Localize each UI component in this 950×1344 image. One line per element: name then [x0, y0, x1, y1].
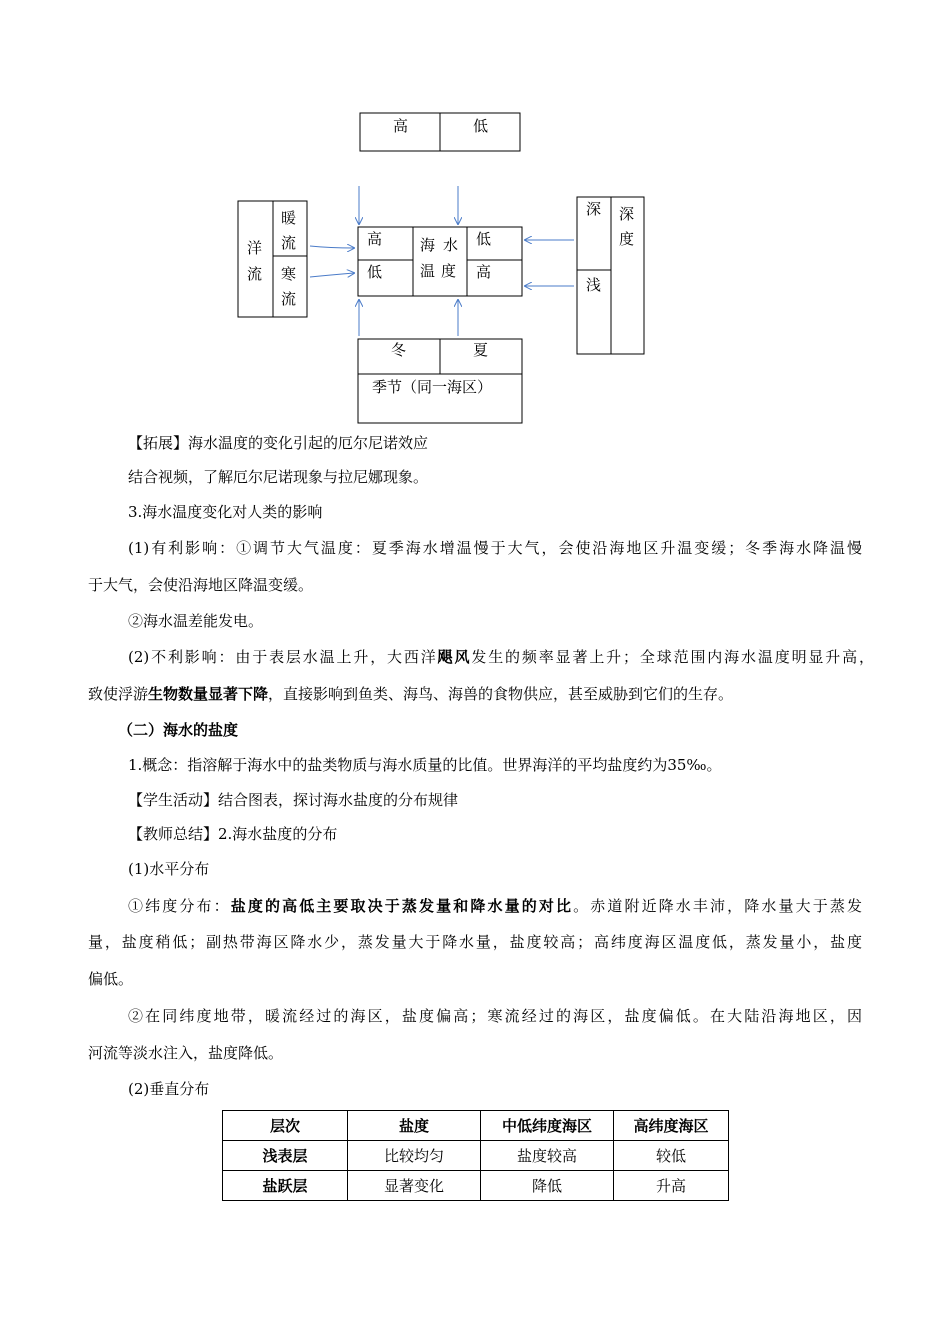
center-right-top: 低 [476, 230, 492, 248]
latitude-text-1: ①纬度分布： [128, 897, 231, 915]
arrow-current-top [310, 246, 354, 248]
adverse-text-3: 致使浮游 [88, 685, 149, 703]
hurricane-bold: 飓风 [437, 648, 472, 666]
arrow-current-bottom [310, 273, 354, 277]
season-winter: 冬 [391, 341, 407, 359]
adverse-line-1 [128, 647, 874, 667]
salinity-vertical-table [222, 1110, 729, 1201]
top-box-right: 低 [473, 117, 489, 135]
table-cell: 盐跃层 [223, 1171, 348, 1201]
top-box-left: 高 [393, 117, 409, 135]
season-summer: 夏 [473, 341, 489, 359]
latitude-line-3: 偏低。 [88, 970, 134, 988]
latitude-line-1 [128, 896, 862, 916]
sea-temperature-diagram [0, 0, 950, 430]
vertical-distribution: (2)垂直分布 [128, 1080, 210, 1098]
adverse-text-1: (2)不利影响：由于表层水温上升，大西洋 [128, 648, 438, 666]
depth-label: 深度 [619, 205, 635, 248]
center-left-bottom: 低 [367, 263, 383, 281]
adverse-text-4: ，直接影响到鱼类、海鸟、海兽的食物供应，甚至威胁到它们的生存。 [268, 685, 734, 703]
beneficial-line-1: (1)有利影响：①调节大气温度：夏季海水增温慢于大气，会使沿海地区升温变缓；冬季海水降温慢 [128, 539, 862, 557]
table-header: 盐度 [348, 1111, 481, 1141]
latitude-text-2: 。赤道附近降水丰沛，降水量大于蒸发 [573, 897, 862, 915]
table-cell: 比较均匀 [348, 1141, 481, 1171]
horizontal-distribution: (1)水平分布 [128, 860, 210, 878]
table-cell: 浅表层 [223, 1141, 348, 1171]
center-label: 海水温度 [420, 236, 464, 280]
expansion-heading: 【拓展】海水温度的变化引起的厄尔尼诺效应 [128, 434, 429, 452]
salinity-section-heading: （二）海水的盐度 [118, 721, 239, 739]
table-cell: 升高 [614, 1171, 729, 1201]
table-cell: 较低 [614, 1141, 729, 1171]
warm-current-label: 暖流 [281, 209, 297, 252]
ocean-current-label: 洋流 [247, 239, 263, 283]
paragraph-video: 结合视频，了解厄尔尼诺现象与拉尼娜现象。 [128, 468, 429, 486]
teacher-summary: 【教师总结】2.海水盐度的分布 [128, 825, 338, 843]
center-left-top: 高 [367, 230, 383, 248]
same-latitude-line-1: ②在同纬度地带，暖流经过的海区，盐度偏高；寒流经过的海区，盐度偏低。在大陆沿海地区，因 [128, 1007, 862, 1025]
center-right-bottom: 高 [476, 263, 492, 281]
adverse-line-2 [88, 684, 878, 704]
table-row [223, 1171, 729, 1201]
latitude-bold: 盐度的高低主要取决于蒸发量和降水量的对比 [230, 897, 574, 915]
depth-deep: 深 [586, 200, 602, 218]
table-header-row [223, 1111, 729, 1141]
salinity-concept: 1.概念：指溶解于海水中的盐类物质与海水质量的比值。世界海洋的平均盐度约为35‰。 [128, 756, 722, 774]
table-cell: 显著变化 [348, 1171, 481, 1201]
depth-shallow: 浅 [586, 276, 602, 294]
beneficial-line-2: 于大气，会使沿海地区降温变缓。 [88, 576, 314, 594]
student-activity: 【学生活动】结合图表，探讨海水盐度的分布规律 [128, 791, 459, 809]
table-cell: 降低 [481, 1171, 614, 1201]
table-row [223, 1141, 729, 1171]
diagram-lines [0, 0, 950, 430]
plankton-decline-bold: 生物数量显著下降 [148, 685, 269, 703]
adverse-text-2: 发生的频率显著上升；全球范围内海水温度明显升高， [471, 648, 874, 666]
same-latitude-line-2: 河流等淡水注入，盐度降低。 [88, 1044, 284, 1062]
table-cell: 盐度较高 [481, 1141, 614, 1171]
power-generation: ②海水温差能发电。 [128, 612, 264, 630]
section-3-heading: 3.海水温度变化对人类的影响 [128, 503, 323, 521]
latitude-line-2: 量，盐度稍低；副热带海区降水少，蒸发量大于降水量，盐度较高；高纬度海区温度低，蒸发量小，盐度 [88, 933, 862, 951]
table-header: 层次 [223, 1111, 348, 1141]
season-label: 季节（同一海区） [372, 378, 493, 396]
cold-current-label: 寒流 [281, 265, 297, 308]
table-header: 中低纬度海区 [481, 1111, 614, 1141]
table-header: 高纬度海区 [614, 1111, 729, 1141]
